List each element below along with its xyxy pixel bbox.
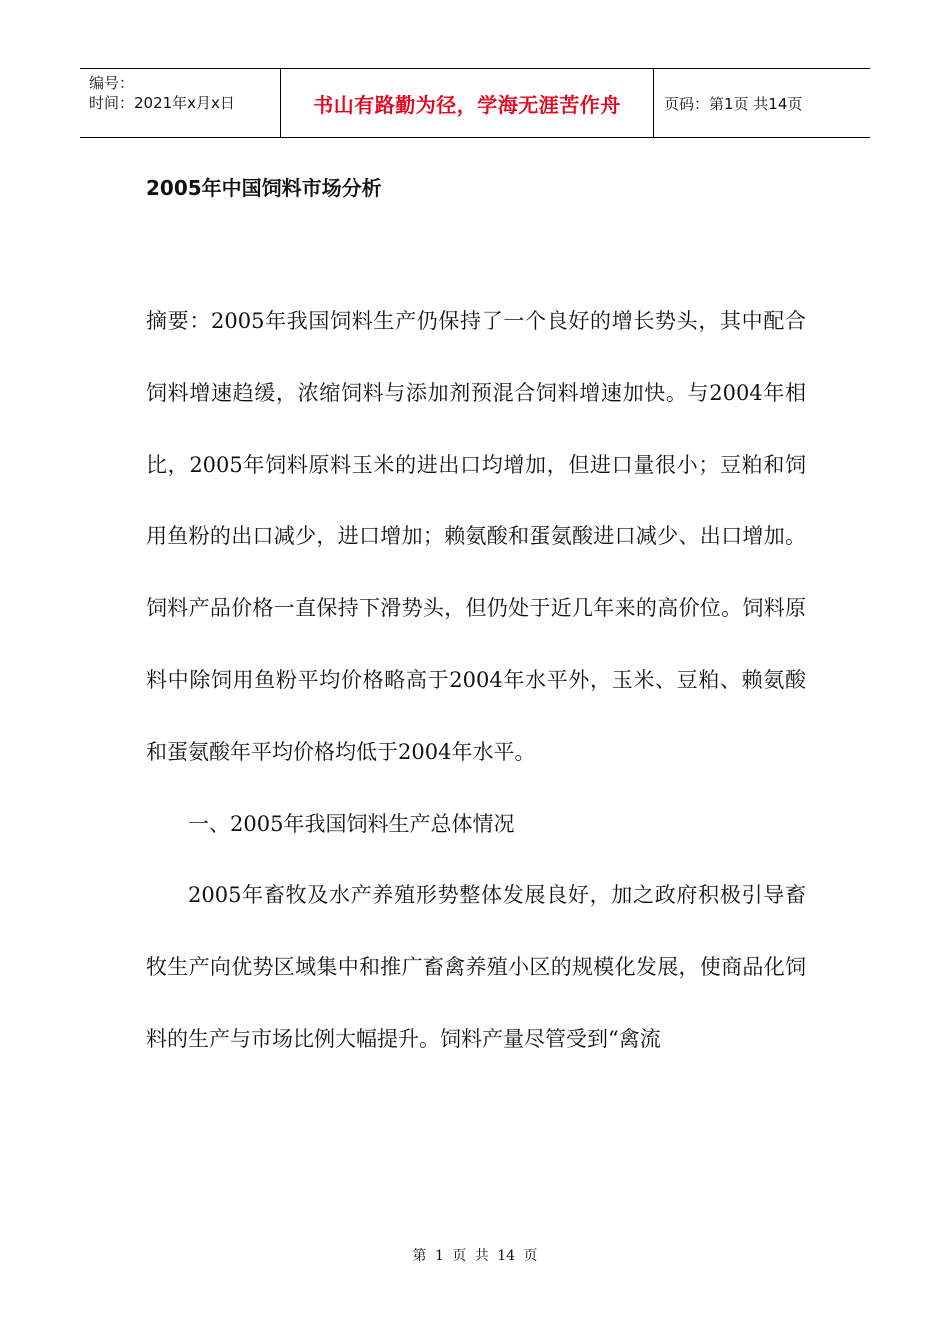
page-info: 页码：第1页 共14页 (664, 94, 803, 113)
motto-text: 书山有路勤为径，学海无涯苦作舟 (313, 92, 621, 117)
section-heading: 一、2005年我国饲料生产总体情况 (188, 811, 515, 836)
abstract-paragraph: 摘要：2005年我国饲料生产仍保持了一个良好的增长势头，其中配合饲料增速趋缓，浓缩饲料与添加剂预混合饲料增速加快。与2004年相比，2005年饲料原料玉米的进出口均增加，但进口量很小；豆粕和饲用鱼粉的出口减少，进口增加；赖氨酸和蛋氨酸进口减少、出口增加。饲料产品价格一直保持下滑势头，但仍处于近几年来的高价位。饲料原料中除饲用鱼粉平均价格略高于2004年水平外，玉米、豆粕、赖氨酸和蛋氨酸年平均价格均低于2004年水平。 (146, 309, 806, 764)
document-body (146, 286, 806, 1076)
header-meta-cell (80, 69, 281, 137)
document-title: 2005年中国饲料市场分析 (146, 176, 382, 200)
header-motto-cell (281, 69, 654, 137)
page-footer: 第 1 页 共 14 页 (412, 1248, 538, 1264)
date-label: 时间：2021年x月x日 (89, 94, 235, 112)
body-paragraph: 2005年畜牧及水产养殖形势整体发展良好，加之政府积极引导畜牧生产向优势区域集中和推广畜禽养殖小区的规模化发展，使商品化饲料的生产与市场比例大幅提升。饲料产量尽管受到“禽流 (146, 883, 806, 1051)
document-header (80, 68, 870, 138)
serial-label: 编号： (89, 74, 135, 92)
header-page-cell (654, 69, 870, 137)
